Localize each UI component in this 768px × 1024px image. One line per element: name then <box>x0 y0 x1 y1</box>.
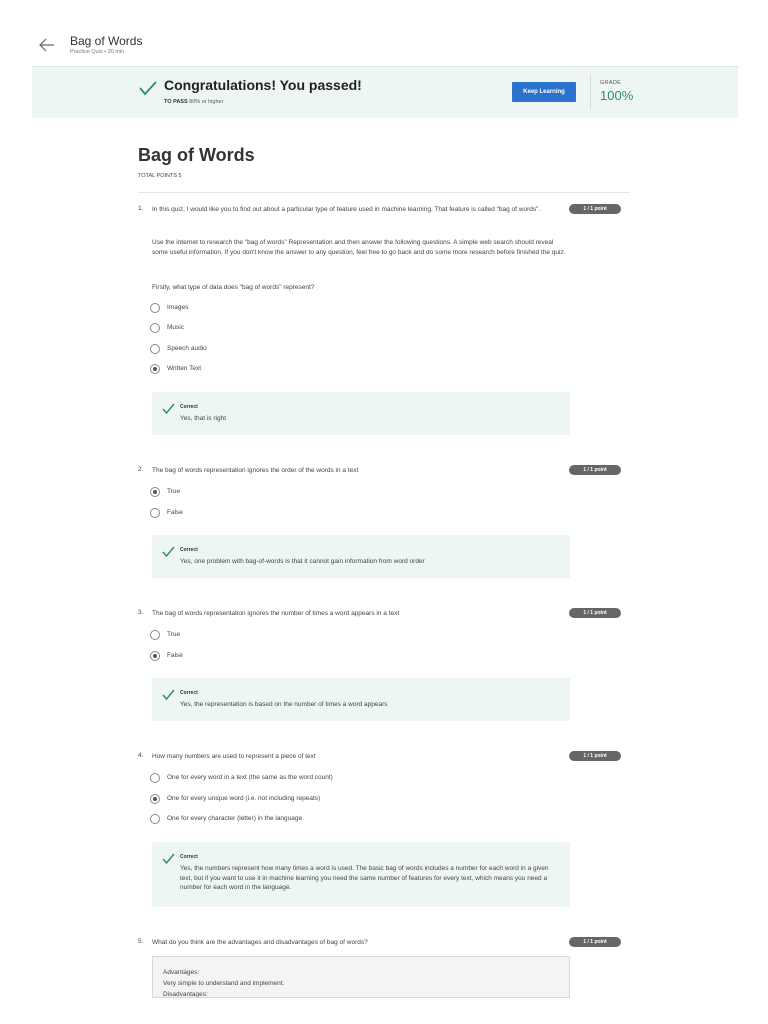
quiz-title: Bag of Words <box>138 145 255 165</box>
feedback-text: Yes, the representation is based on the number of times a word appears <box>180 701 388 708</box>
divider <box>138 192 630 193</box>
question-text: How many numbers are used to represent a piece of text <box>152 753 316 760</box>
total-points: TOTAL POINTS 5 <box>138 173 182 179</box>
radio-button[interactable] <box>150 630 160 640</box>
feedback-label: Correct <box>180 854 198 860</box>
option-label: One for every word in a text (the same as the word count) <box>167 774 333 781</box>
header-title: Bag of Words <box>70 34 143 48</box>
radio-button[interactable] <box>150 773 160 783</box>
radio-button[interactable] <box>150 508 160 518</box>
option-label: One for every character (letter) in the language <box>167 815 303 822</box>
feedback-box <box>152 535 570 578</box>
radio-button-selected[interactable] <box>150 364 160 374</box>
top-bar <box>0 0 768 64</box>
question-number: 2. <box>138 466 144 473</box>
points-badge: 1 / 1 point <box>569 751 621 761</box>
feedback-box <box>152 678 570 721</box>
feedback-label: Correct <box>180 547 198 553</box>
question-text: Use the internet to research the "bag of words" Representation and then answer the following questions. A simple web search should reveal some useful information. If you don't know the answer to any question, feel free to go back and do some more research before finished the quiz. <box>152 239 566 256</box>
question-number: 1. <box>138 205 144 212</box>
keep-learning-button[interactable]: Keep Learning <box>512 82 576 102</box>
passed-title: Congratulations! You passed! <box>164 77 362 93</box>
radio-button[interactable] <box>150 814 160 824</box>
grade-label: GRADE <box>600 80 622 86</box>
question-number: 4. <box>138 752 144 759</box>
feedback-box <box>152 392 570 435</box>
check-icon <box>162 853 175 864</box>
header-subtitle: Practice Quiz • 30 min <box>70 49 125 55</box>
option-label: False <box>167 509 183 516</box>
option-label: True <box>167 488 181 495</box>
feedback-box <box>152 842 570 907</box>
radio-button-selected[interactable] <box>150 651 160 661</box>
answer-textarea[interactable] <box>152 956 570 998</box>
question-text: Firstly, what type of data does "bag of words" represent? <box>152 284 315 291</box>
question-text: The bag of words representation ignores the order of the words in a text <box>152 467 359 474</box>
option-label: One for every unique word (i.e. not including repeats) <box>167 795 321 802</box>
question-number: 3. <box>138 609 144 616</box>
grade-value: 100% <box>600 88 634 103</box>
radio-button[interactable] <box>150 344 160 354</box>
points-badge: 1 / 1 point <box>569 608 621 618</box>
option-label: Speech audio <box>167 345 207 352</box>
option-label: Written Text <box>167 365 202 372</box>
points-badge: 1 / 1 point <box>569 465 621 475</box>
option-label: True <box>167 631 181 638</box>
question-text: What do you think are the advantages and disadvantages of bag of words? <box>152 939 368 946</box>
radio-button-selected[interactable] <box>150 487 160 497</box>
check-icon <box>139 80 157 96</box>
check-icon <box>162 546 175 557</box>
feedback-text: Yes, one problem with bag-of-words is that it cannot gain information from word order <box>180 558 425 565</box>
feedback-label: Correct <box>180 404 198 410</box>
option-label: False <box>167 652 183 659</box>
back-arrow-icon[interactable] <box>38 36 56 54</box>
option-label: Music <box>167 324 184 331</box>
banner-divider <box>590 74 591 110</box>
question-text: The bag of words representation ignores the number of times a word appears in a text <box>152 610 400 617</box>
question-number: 5. <box>138 938 144 945</box>
radio-button[interactable] <box>150 303 160 313</box>
feedback-label: Correct <box>180 690 198 696</box>
feedback-text: Yes, the numbers represent how many times a word is used. The basic bag of words includes a number for each word in a given text, but if you want to use it in machine learning you need the same number of features for every text, which means you need a number for each word in the language. <box>180 865 549 892</box>
points-badge: 1 / 1 point <box>569 937 621 947</box>
feedback-text: Yes, that is right <box>180 415 227 422</box>
radio-button-selected[interactable] <box>150 794 160 804</box>
question-text: In this quiz, I would like you to find out about a particular type of feature used in machine learning. That feature is called "bag of words". <box>152 206 541 213</box>
points-badge: 1 / 1 point <box>569 204 621 214</box>
radio-button[interactable] <box>150 323 160 333</box>
option-label: Images <box>167 304 189 311</box>
check-icon <box>162 403 175 414</box>
pass-requirement: TO PASS 80% or higher <box>164 99 224 105</box>
check-icon <box>162 689 175 700</box>
answer-text: Advantages: Very simple to understand and implement. Disadvantages: <box>163 969 285 998</box>
